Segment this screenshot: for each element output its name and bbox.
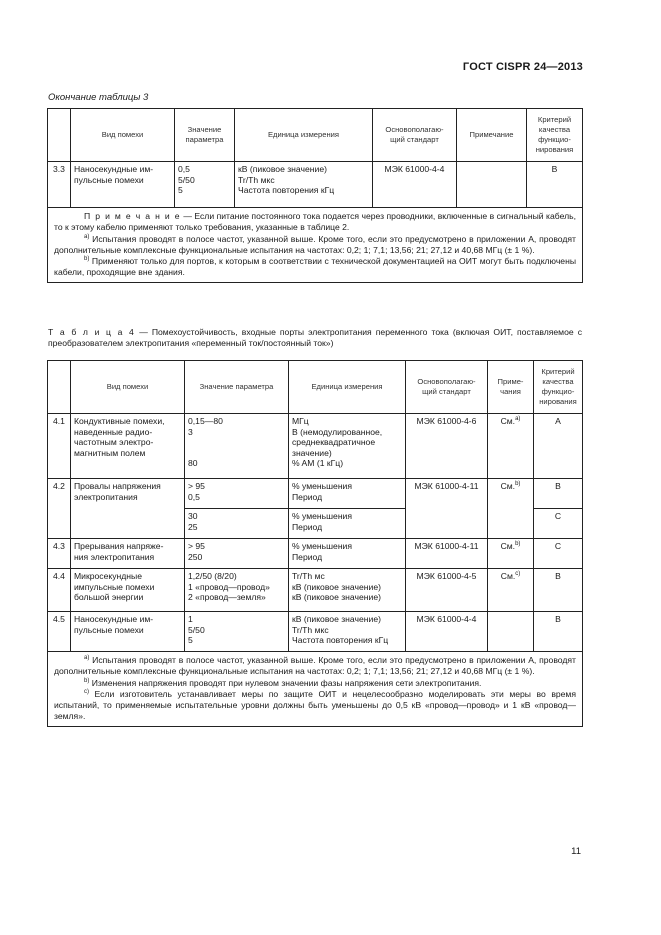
unit: % уменьшения Период <box>289 479 406 509</box>
footnote-c-mark: c) <box>84 689 89 696</box>
col-header-num <box>48 109 71 162</box>
note-label: П р и м е ч а н и е <box>84 211 181 221</box>
parameter-value: 0,15—80 3 80 <box>185 414 289 479</box>
footnote-b-mark: b) <box>84 256 90 263</box>
table-row <box>48 162 583 208</box>
standard: МЭК 61000-4-5 <box>406 569 488 612</box>
disturbance-type: Наносекундные им- пульсные помехи <box>71 162 175 208</box>
col-header-standard: Основополагаю- щий стандарт <box>406 361 488 414</box>
parameter-value: > 95 0,5 <box>185 479 289 509</box>
criterion: C <box>534 509 583 539</box>
row-number: 4.2 <box>48 479 71 539</box>
unit: % уменьшения Период <box>289 509 406 539</box>
col-header-standard: Основополагаю- щий стандарт <box>373 109 457 162</box>
disturbance-type: Кондуктивные помехи, наведенные радио- частотным электро- магнитным полем <box>71 414 185 479</box>
note-text: — Если питание постоянного тока подается через проводники, включенные в сигнальный кабель, то к этому кабелю применяют только требования, указанные в таблице 2. <box>54 211 576 233</box>
note: См.$^{а)}$ <box>488 414 534 479</box>
footnote-b: Изменения напряжения проводят при нулевом значении фазы напряжения сети электропитания. <box>89 677 482 688</box>
row-number: 4.5 <box>48 612 71 652</box>
col-header-criterion: Критерий качества функцио- нирования <box>527 109 583 162</box>
col-header-type: Вид помехи <box>71 361 185 414</box>
col-header-type: Вид помехи <box>71 109 175 162</box>
parameter-value: 30 25 <box>185 509 289 539</box>
table4-notes <box>48 652 583 727</box>
unit: Tr/Th мс кВ (пиковое значение) кВ (пиковое значение) <box>289 569 406 612</box>
unit: МГц В (немодулированное, среднеквадратичное значение) % AM (1 кГц) <box>289 414 406 479</box>
table-row <box>48 612 583 652</box>
unit: кВ (пиковое значение) Tr/Th мкс Частота повторения кГц <box>289 612 406 652</box>
row-number: 3.3 <box>48 162 71 208</box>
note: См.$^{b)}$ <box>488 539 534 569</box>
note <box>457 162 527 208</box>
parameter-value: > 95 250 <box>185 539 289 569</box>
col-header-note: Приме- чания <box>488 361 534 414</box>
note <box>488 612 534 652</box>
parameter-value: 1,2/50 (8/20) 1 «провод—провод» 2 «провод—земля» <box>185 569 289 612</box>
unit: % уменьшения Период <box>289 539 406 569</box>
document-code: ГОСТ CISPR 24—2013 <box>462 61 583 73</box>
unit: кВ (пиковое значение) Tr/Th мкс Частота повторения кГц <box>235 162 373 208</box>
table-row <box>48 539 583 569</box>
col-header-criterion: Критерий качества функцио- нирования <box>534 361 583 414</box>
col-header-note: Примечание <box>457 109 527 162</box>
row-number: 4.3 <box>48 539 71 569</box>
table3-notes <box>48 208 583 283</box>
standard: МЭК 61000-4-6 <box>406 414 488 479</box>
disturbance-type: Прерывания напряже- ния электропитания <box>71 539 185 569</box>
footnote-a: Испытания проводят в полосе частот, указанной выше. Кроме того, если это предусмотрено в приложении А, проводят дополнительные комплексные функциональные испытания на частотах: 0,2; 1; 7,1; 13,56; 21; 27,12 и 40,68 МГц (± 1 %). <box>54 655 576 677</box>
standard: МЭК 61000-4-11 <box>406 539 488 569</box>
parameter-value: 1 5/50 5 <box>185 612 289 652</box>
note: См.$^{c)}$ <box>488 569 534 612</box>
footnote-b: Применяют только для портов, к которым в соответствии с технической документацией на ОИТ могут быть подключены кабели, проходящие вне здания. <box>54 256 576 278</box>
footnote-c: Если изготовитель устанавливает меры по защите ОИТ и нецелесообразно моделировать эти меры во время испытаний, то применяемые испытательные уровни должны быть уменьшены до 0,5 кВ «провод—провод» и 1 кВ «провод—земля». <box>54 688 576 722</box>
table-row <box>48 414 583 479</box>
footnote-a-mark: а) <box>84 655 90 662</box>
criterion: B <box>527 162 583 208</box>
criterion: C <box>534 539 583 569</box>
col-header-value: Значение параметра <box>185 361 289 414</box>
parameter-value: 0,5 5/50 5 <box>175 162 235 208</box>
disturbance-type: Микросекундные импульсные помехи большой энергии <box>71 569 185 612</box>
standard: МЭК 61000-4-11 <box>406 479 488 539</box>
footnote-b-mark: b) <box>84 677 90 684</box>
criterion: B <box>534 569 583 612</box>
criterion: B <box>534 612 583 652</box>
disturbance-type: Провалы напряжения электропитания <box>71 479 185 539</box>
footnote-a-mark: а) <box>84 233 90 240</box>
standard: МЭК 61000-4-4 <box>406 612 488 652</box>
disturbance-type: Наносекундные им- пульсные помехи <box>71 612 185 652</box>
page-number: 11 <box>571 846 581 857</box>
table3 <box>47 108 583 283</box>
criterion: B <box>534 479 583 509</box>
row-number: 4.1 <box>48 414 71 479</box>
note: См.$^{b)}$ <box>488 479 534 539</box>
col-header-unit: Единица измерения <box>235 109 373 162</box>
col-header-value: Значение параметра <box>175 109 235 162</box>
standard: МЭК 61000-4-4 <box>373 162 457 208</box>
col-header-unit: Единица измерения <box>289 361 406 414</box>
table4 <box>47 360 583 727</box>
col-header-num <box>48 361 71 414</box>
table-row <box>48 569 583 612</box>
table3-continuation-caption: Окончание таблицы 3 <box>48 92 149 103</box>
criterion: A <box>534 414 583 479</box>
table4-caption: Т а б л и ц а 4 — Помехоустойчивость, входные порты электропитания переменного тока (включая ОИТ, поставляемое с преобразователем электропитания «переменный ток/постоянный ток») <box>48 327 582 349</box>
table-row <box>48 479 583 509</box>
row-number: 4.4 <box>48 569 71 612</box>
footnote-a: Испытания проводят в полосе частот, указанной выше. Кроме того, если это предусмотрено в приложении А, проводят дополнительные комплексные функциональные испытания на частотах: 0,2; 1; 7,1; 13,56; 21; 27,12 и 40,68 МГц (± 1 %). <box>54 233 576 255</box>
